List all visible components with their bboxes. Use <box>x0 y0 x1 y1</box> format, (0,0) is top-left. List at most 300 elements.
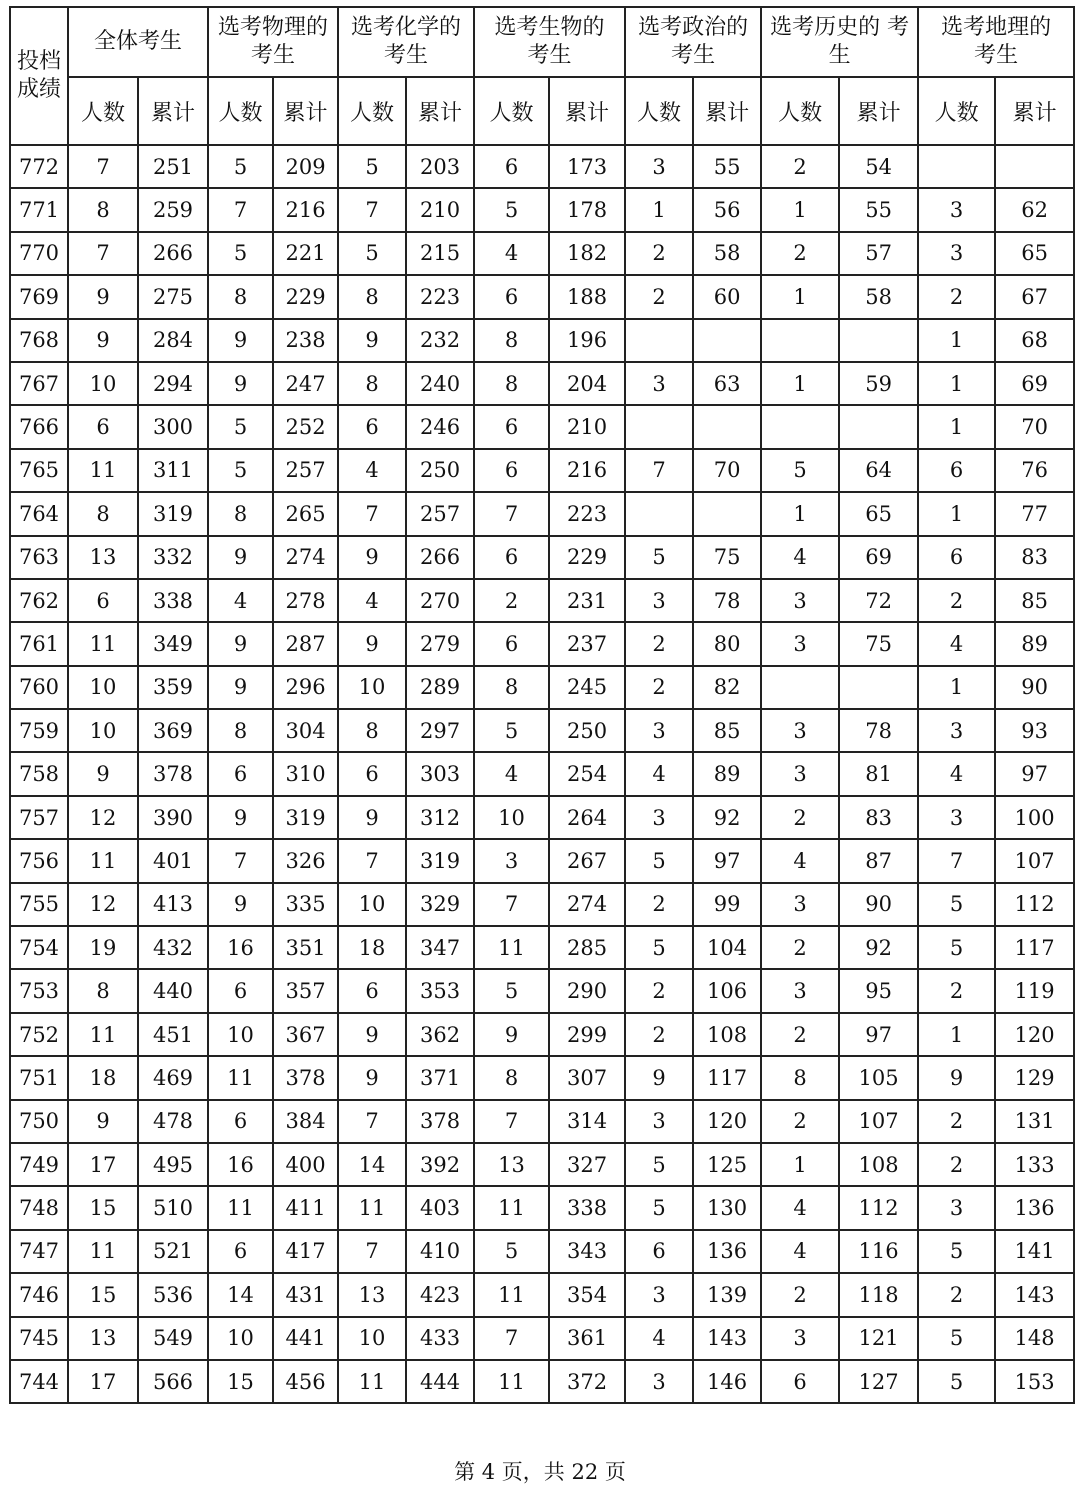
table-cell: 223 <box>549 492 625 535</box>
score-cell: 751 <box>10 1056 68 1099</box>
page-footer <box>0 1456 1080 1486</box>
table-cell: 68 <box>995 319 1074 362</box>
table-cell: 6 <box>474 275 549 318</box>
table-cell: 3 <box>625 145 693 188</box>
table-cell: 319 <box>273 796 338 839</box>
table-cell: 17 <box>68 1360 138 1403</box>
table-cell: 3 <box>625 709 693 752</box>
table-cell: 7 <box>338 839 406 882</box>
table-cell: 209 <box>273 145 338 188</box>
table-cell: 1 <box>918 666 995 709</box>
group-header-label: 选考历史的 考 生 <box>770 15 910 68</box>
table-cell: 413 <box>138 883 208 926</box>
table-cell: 2 <box>625 622 693 665</box>
table-cell: 2 <box>761 1273 839 1316</box>
table-cell: 423 <box>406 1273 474 1316</box>
table-cell: 4 <box>338 449 406 492</box>
table-cell: 130 <box>693 1186 761 1229</box>
table-cell: 97 <box>839 1013 918 1056</box>
table-cell: 3 <box>625 1100 693 1143</box>
table-cell: 2 <box>761 232 839 275</box>
table-cell: 17 <box>68 1143 138 1186</box>
table-cell: 9 <box>338 796 406 839</box>
table-cell: 6 <box>918 449 995 492</box>
table-cell: 3 <box>761 969 839 1012</box>
table-cell: 3 <box>761 883 839 926</box>
table-cell: 15 <box>68 1186 138 1229</box>
table-cell: 104 <box>693 926 761 969</box>
table-cell: 401 <box>138 839 208 882</box>
table-cell: 7 <box>918 839 995 882</box>
score-cell: 767 <box>10 362 68 405</box>
table-cell: 2 <box>918 969 995 1012</box>
table-cell: 2 <box>625 232 693 275</box>
table-cell: 10 <box>208 1317 273 1360</box>
table-cell: 9 <box>68 275 138 318</box>
table-cell: 456 <box>273 1360 338 1403</box>
table-cell: 6 <box>208 969 273 1012</box>
table-cell: 90 <box>839 883 918 926</box>
table-cell: 9 <box>68 319 138 362</box>
table-cell: 4 <box>208 579 273 622</box>
table-cell: 270 <box>406 579 474 622</box>
table-cell: 99 <box>693 883 761 926</box>
table-cell: 495 <box>138 1143 208 1186</box>
table-cell: 3 <box>918 796 995 839</box>
score-cell: 758 <box>10 752 68 795</box>
table-cell: 510 <box>138 1186 208 1229</box>
table-cell: 3 <box>625 1360 693 1403</box>
subheader-cumulative: 累计 <box>549 77 625 145</box>
table-cell: 310 <box>273 752 338 795</box>
subheader-count: 人数 <box>68 77 138 145</box>
table-row <box>10 1100 1074 1143</box>
table-cell: 369 <box>138 709 208 752</box>
table-cell: 371 <box>406 1056 474 1099</box>
table-cell: 77 <box>995 492 1074 535</box>
table-cell: 290 <box>549 969 625 1012</box>
table-cell: 203 <box>406 145 474 188</box>
table-cell: 536 <box>138 1273 208 1316</box>
table-cell <box>761 319 839 362</box>
table-cell: 7 <box>338 1100 406 1143</box>
table-cell: 5 <box>208 232 273 275</box>
table-cell: 5 <box>208 405 273 448</box>
table-cell: 11 <box>474 1360 549 1403</box>
score-cell: 771 <box>10 188 68 231</box>
table-cell: 69 <box>839 536 918 579</box>
group-header-label: 选考物理的 考生 <box>218 15 329 68</box>
table-cell: 5 <box>918 926 995 969</box>
group-header-label: 选考生物的 考生 <box>494 15 605 68</box>
score-column-header-label: 投档 成绩 <box>16 49 61 102</box>
table-cell: 1 <box>918 405 995 448</box>
table-cell: 351 <box>273 926 338 969</box>
table-cell: 11 <box>208 1056 273 1099</box>
table-cell: 3 <box>761 1317 839 1360</box>
table-cell: 8 <box>474 319 549 362</box>
table-cell: 566 <box>138 1360 208 1403</box>
table-cell: 14 <box>338 1143 406 1186</box>
table-cell: 1 <box>761 492 839 535</box>
table-cell: 4 <box>761 1186 839 1229</box>
table-cell: 105 <box>839 1056 918 1099</box>
table-cell: 95 <box>839 969 918 1012</box>
table-cell <box>995 145 1074 188</box>
table-cell: 9 <box>208 666 273 709</box>
table-row <box>10 622 1074 665</box>
group-header-history <box>761 7 918 77</box>
table-cell: 9 <box>208 362 273 405</box>
table-cell: 6 <box>338 752 406 795</box>
table-cell: 343 <box>549 1230 625 1273</box>
table-cell: 4 <box>474 232 549 275</box>
score-cell: 770 <box>10 232 68 275</box>
table-cell: 521 <box>138 1230 208 1273</box>
table-row <box>10 839 1074 882</box>
table-cell: 7 <box>474 883 549 926</box>
table-cell: 72 <box>839 579 918 622</box>
score-distribution-table-container <box>9 6 1073 1404</box>
table-cell: 5 <box>918 883 995 926</box>
table-cell: 257 <box>406 492 474 535</box>
table-cell: 119 <box>995 969 1074 1012</box>
table-row <box>10 1143 1074 1186</box>
table-cell: 15 <box>208 1360 273 1403</box>
table-row <box>10 319 1074 362</box>
table-cell: 7 <box>625 449 693 492</box>
group-header-physics <box>208 7 338 77</box>
table-cell: 6 <box>208 1230 273 1273</box>
table-cell: 5 <box>625 1186 693 1229</box>
table-cell: 252 <box>273 405 338 448</box>
table-cell: 7 <box>474 1100 549 1143</box>
score-cell: 768 <box>10 319 68 362</box>
table-cell: 87 <box>839 839 918 882</box>
table-cell: 182 <box>549 232 625 275</box>
table-cell: 10 <box>338 666 406 709</box>
table-cell: 8 <box>474 362 549 405</box>
table-cell: 11 <box>68 449 138 492</box>
table-cell: 11 <box>68 1013 138 1056</box>
table-cell: 67 <box>995 275 1074 318</box>
table-cell: 9 <box>68 752 138 795</box>
table-cell: 100 <box>995 796 1074 839</box>
table-cell: 254 <box>549 752 625 795</box>
table-cell: 4 <box>474 752 549 795</box>
table-cell: 117 <box>693 1056 761 1099</box>
table-cell: 6 <box>474 622 549 665</box>
table-cell: 8 <box>68 188 138 231</box>
table-cell: 250 <box>549 709 625 752</box>
table-cell: 11 <box>338 1360 406 1403</box>
table-cell: 417 <box>273 1230 338 1273</box>
table-cell: 251 <box>138 145 208 188</box>
table-cell: 116 <box>839 1230 918 1273</box>
table-cell: 3 <box>918 1186 995 1229</box>
table-row <box>10 1317 1074 1360</box>
table-cell: 141 <box>995 1230 1074 1273</box>
table-cell: 146 <box>693 1360 761 1403</box>
table-cell: 285 <box>549 926 625 969</box>
table-cell: 4 <box>918 622 995 665</box>
table-cell: 2 <box>918 275 995 318</box>
table-row <box>10 232 1074 275</box>
table-row <box>10 796 1074 839</box>
table-cell: 307 <box>549 1056 625 1099</box>
table-cell: 83 <box>839 796 918 839</box>
table-cell: 410 <box>406 1230 474 1273</box>
table-row <box>10 275 1074 318</box>
table-cell: 6 <box>338 969 406 1012</box>
table-row <box>10 1056 1074 1099</box>
table-cell: 89 <box>693 752 761 795</box>
table-row <box>10 1186 1074 1229</box>
table-cell: 441 <box>273 1317 338 1360</box>
table-cell: 6 <box>761 1360 839 1403</box>
table-cell: 13 <box>474 1143 549 1186</box>
score-column-header <box>10 7 68 145</box>
table-cell: 57 <box>839 232 918 275</box>
group-header-label: 选考政治的 考生 <box>638 15 749 68</box>
table-cell: 11 <box>68 839 138 882</box>
subheader-cumulative: 累计 <box>273 77 338 145</box>
table-cell: 223 <box>406 275 474 318</box>
table-cell: 10 <box>68 709 138 752</box>
table-cell: 13 <box>338 1273 406 1316</box>
table-cell: 153 <box>995 1360 1074 1403</box>
table-cell: 312 <box>406 796 474 839</box>
table-cell: 65 <box>839 492 918 535</box>
score-cell: 759 <box>10 709 68 752</box>
table-cell: 319 <box>138 492 208 535</box>
table-cell: 58 <box>839 275 918 318</box>
table-cell: 188 <box>549 275 625 318</box>
table-cell: 2 <box>625 666 693 709</box>
table-cell: 19 <box>68 926 138 969</box>
table-cell: 127 <box>839 1360 918 1403</box>
score-cell: 756 <box>10 839 68 882</box>
table-cell: 1 <box>761 275 839 318</box>
table-cell: 5 <box>338 232 406 275</box>
table-cell: 12 <box>68 796 138 839</box>
table-cell: 5 <box>625 839 693 882</box>
table-cell: 266 <box>138 232 208 275</box>
table-cell: 232 <box>406 319 474 362</box>
table-cell: 1 <box>625 188 693 231</box>
table-cell: 266 <box>406 536 474 579</box>
subheader-count: 人数 <box>625 77 693 145</box>
table-cell: 81 <box>839 752 918 795</box>
table-cell: 129 <box>995 1056 1074 1099</box>
table-cell: 2 <box>625 969 693 1012</box>
table-cell: 120 <box>995 1013 1074 1056</box>
group-header-all <box>68 7 208 77</box>
table-cell: 8 <box>68 969 138 1012</box>
table-cell <box>839 666 918 709</box>
table-cell: 3 <box>474 839 549 882</box>
table-cell: 2 <box>625 883 693 926</box>
table-cell: 85 <box>995 579 1074 622</box>
table-cell: 403 <box>406 1186 474 1229</box>
table-cell: 3 <box>918 232 995 275</box>
table-cell: 2 <box>625 275 693 318</box>
table-cell: 4 <box>918 752 995 795</box>
table-cell: 11 <box>68 622 138 665</box>
table-cell: 5 <box>474 709 549 752</box>
table-cell: 215 <box>406 232 474 275</box>
table-cell: 433 <box>406 1317 474 1360</box>
table-cell: 4 <box>625 1317 693 1360</box>
table-cell: 300 <box>138 405 208 448</box>
table-cell: 97 <box>693 839 761 882</box>
table-cell: 55 <box>693 145 761 188</box>
table-cell: 297 <box>406 709 474 752</box>
table-cell: 83 <box>995 536 1074 579</box>
table-cell: 62 <box>995 188 1074 231</box>
table-cell: 11 <box>68 1230 138 1273</box>
table-cell: 3 <box>625 1273 693 1316</box>
table-cell: 76 <box>995 449 1074 492</box>
table-cell: 362 <box>406 1013 474 1056</box>
table-cell: 361 <box>549 1317 625 1360</box>
table-cell: 121 <box>839 1317 918 1360</box>
table-cell: 8 <box>761 1056 839 1099</box>
table-cell: 63 <box>693 362 761 405</box>
table-cell: 3 <box>625 796 693 839</box>
table-cell: 1 <box>761 362 839 405</box>
table-cell: 92 <box>839 926 918 969</box>
table-cell: 327 <box>549 1143 625 1186</box>
table-row <box>10 188 1074 231</box>
table-cell: 2 <box>761 926 839 969</box>
table-cell: 204 <box>549 362 625 405</box>
table-cell: 392 <box>406 1143 474 1186</box>
table-cell: 7 <box>338 188 406 231</box>
table-cell: 10 <box>208 1013 273 1056</box>
table-row <box>10 926 1074 969</box>
table-cell: 367 <box>273 1013 338 1056</box>
table-cell: 229 <box>273 275 338 318</box>
table-cell: 10 <box>474 796 549 839</box>
table-row <box>10 1360 1074 1403</box>
table-cell: 8 <box>208 492 273 535</box>
table-cell: 274 <box>273 536 338 579</box>
table-cell: 90 <box>995 666 1074 709</box>
table-cell <box>625 405 693 448</box>
table-cell: 1 <box>761 188 839 231</box>
table-cell: 78 <box>839 709 918 752</box>
table-row <box>10 579 1074 622</box>
table-cell: 2 <box>474 579 549 622</box>
table-cell: 250 <box>406 449 474 492</box>
table-cell: 400 <box>273 1143 338 1186</box>
table-cell: 9 <box>338 536 406 579</box>
table-cell: 18 <box>68 1056 138 1099</box>
table-cell: 329 <box>406 883 474 926</box>
table-cell: 299 <box>549 1013 625 1056</box>
score-cell: 769 <box>10 275 68 318</box>
table-cell: 56 <box>693 188 761 231</box>
table-cell: 8 <box>338 709 406 752</box>
table-cell: 11 <box>474 1186 549 1229</box>
table-cell: 1 <box>918 319 995 362</box>
table-cell: 264 <box>549 796 625 839</box>
table-cell: 2 <box>625 1013 693 1056</box>
table-cell <box>693 492 761 535</box>
table-cell: 16 <box>208 1143 273 1186</box>
table-cell: 347 <box>406 926 474 969</box>
table-cell: 359 <box>138 666 208 709</box>
table-cell: 3 <box>761 579 839 622</box>
table-cell: 64 <box>839 449 918 492</box>
table-cell: 136 <box>693 1230 761 1273</box>
table-cell: 246 <box>406 405 474 448</box>
table-cell: 6 <box>338 405 406 448</box>
table-cell: 314 <box>549 1100 625 1143</box>
score-cell: 765 <box>10 449 68 492</box>
table-cell: 139 <box>693 1273 761 1316</box>
table-cell: 11 <box>338 1186 406 1229</box>
table-cell: 107 <box>995 839 1074 882</box>
table-cell: 59 <box>839 362 918 405</box>
subheader-count: 人数 <box>208 77 273 145</box>
group-header-geography <box>918 7 1074 77</box>
table-cell: 326 <box>273 839 338 882</box>
table-cell: 55 <box>839 188 918 231</box>
table-cell: 378 <box>138 752 208 795</box>
table-cell: 13 <box>68 1317 138 1360</box>
table-cell: 9 <box>208 796 273 839</box>
table-cell: 267 <box>549 839 625 882</box>
table-cell: 5 <box>625 926 693 969</box>
table-row <box>10 1230 1074 1273</box>
table-cell: 6 <box>474 405 549 448</box>
table-cell: 8 <box>338 275 406 318</box>
table-cell: 357 <box>273 969 338 1012</box>
score-distribution-table <box>9 6 1075 1404</box>
table-cell: 5 <box>918 1360 995 1403</box>
score-cell: 748 <box>10 1186 68 1229</box>
table-cell: 13 <box>68 536 138 579</box>
table-cell: 118 <box>839 1273 918 1316</box>
table-cell: 378 <box>273 1056 338 1099</box>
table-cell: 9 <box>338 1056 406 1099</box>
table-cell: 311 <box>138 449 208 492</box>
table-cell: 431 <box>273 1273 338 1316</box>
table-cell: 4 <box>338 579 406 622</box>
score-cell: 749 <box>10 1143 68 1186</box>
table-cell: 112 <box>995 883 1074 926</box>
table-cell: 2 <box>918 1100 995 1143</box>
table-cell: 75 <box>839 622 918 665</box>
table-cell: 136 <box>995 1186 1074 1229</box>
table-cell: 12 <box>68 883 138 926</box>
table-cell: 10 <box>338 883 406 926</box>
table-cell: 6 <box>208 1100 273 1143</box>
table-cell: 332 <box>138 536 208 579</box>
table-cell: 8 <box>68 492 138 535</box>
table-cell: 5 <box>208 145 273 188</box>
table-cell: 70 <box>693 449 761 492</box>
score-cell: 757 <box>10 796 68 839</box>
table-cell: 432 <box>138 926 208 969</box>
table-cell: 4 <box>761 1230 839 1273</box>
table-cell: 89 <box>995 622 1074 665</box>
table-cell: 2 <box>761 145 839 188</box>
score-cell: 753 <box>10 969 68 1012</box>
table-row <box>10 709 1074 752</box>
